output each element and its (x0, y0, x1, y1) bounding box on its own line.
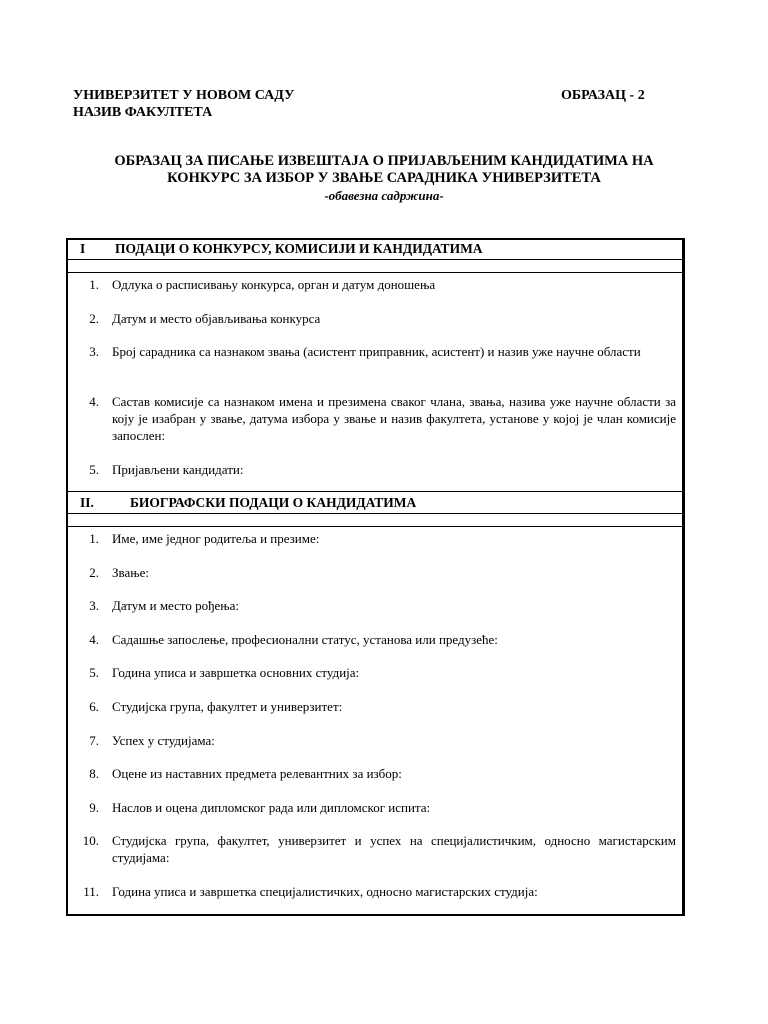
item-number: 2. (89, 311, 99, 326)
item-number: 6. (89, 699, 99, 714)
item-number: 3. (89, 344, 99, 359)
item-text: Звање: (112, 565, 150, 580)
section-1-item-3 (72, 343, 676, 377)
section-2-heading: БИОГРАФСКИ ПОДАЦИ О КАНДИДАТИМА (130, 495, 417, 510)
section-1-item-5 (72, 461, 676, 478)
table-right-border (683, 238, 685, 916)
form-code: ОБРАЗАЦ - 2 (561, 88, 645, 103)
item-number: 8. (89, 766, 99, 781)
item-number: 1. (89, 277, 99, 292)
item-number: 10. (82, 833, 99, 848)
item-text: Одлука о расписивању конкурса, орган и датум доношења (112, 277, 436, 292)
item-number: 3. (89, 598, 99, 613)
item-text: Име, име једног родитеља и презиме: (112, 531, 320, 546)
section-2-item-9 (72, 799, 676, 816)
section-1-item-1 (72, 276, 676, 293)
item-number: 4. (89, 394, 99, 409)
university-name: УНИВЕРЗИТЕТ У НОВОМ САДУ (73, 88, 295, 103)
item-number: 5. (89, 462, 99, 477)
section-2-item-4 (72, 631, 676, 648)
section-2-item-2 (72, 564, 676, 581)
document-title-line2: КОНКУРС ЗА ИЗБОР У ЗВАЊЕ САРАДНИКА УНИВЕРЗИТЕТА (167, 170, 601, 186)
faculty-name: НАЗИВ ФАКУЛТЕТА (73, 105, 213, 120)
section-2-item-6 (72, 698, 676, 715)
section-2-divider-mid (66, 513, 684, 514)
section-2-item-8 (72, 765, 676, 782)
item-text: Оцене из наставних предмета релевантних за избор: (112, 766, 402, 781)
item-text: Година уписа и завршетка основних студија: (112, 665, 360, 680)
item-number: 9. (89, 800, 99, 815)
item-text: Датум и место рођења: (112, 598, 240, 613)
item-number: 11. (83, 884, 99, 899)
item-number: 1. (89, 531, 99, 546)
section-2-item-10 (72, 832, 676, 866)
item-number: 2. (89, 565, 99, 580)
item-text: Успех у студијама: (112, 733, 215, 748)
item-number: 7. (89, 733, 99, 748)
section-1-item-2 (72, 310, 676, 327)
section-1-divider-bottom (66, 272, 684, 273)
document-title-line1: ОБРАЗАЦ ЗА ПИСАЊЕ ИЗВЕШТАЈА О ПРИЈАВЉЕНИМ КАНДИДАТИМА НА (114, 153, 654, 169)
section-2-item-7 (72, 732, 676, 749)
document-subtitle: -обавезна садржина- (324, 188, 444, 203)
section-1-item-4 (72, 393, 676, 444)
item-text: Пријављени кандидати: (112, 462, 244, 477)
item-text: Број сарадника са назнаком звања (асистент приправник, асистент) и назив уже научне области (112, 344, 641, 359)
section-2-divider-bottom (66, 526, 684, 527)
section-2-divider-top (66, 491, 684, 492)
item-text: Састав комисије са назнаком имена и презимена сваког члана, звања, назива уже научне области за коју је изабран у звање, датума избора у звање и назив факултета, установе у којој је члан комисије запослен: (112, 394, 676, 443)
item-number: 4. (89, 632, 99, 647)
section-1-numeral: I (80, 241, 86, 256)
item-text: Студијска група, факултет, универзитет и успех на специјалистичким, односно магистарским студијама: (112, 833, 676, 865)
section-1-heading: ПОДАЦИ О КОНКУРСУ, КОМИСИЈИ И КАНДИДАТИМА (115, 241, 483, 256)
item-text: Датум и место објављивања конкурса (112, 311, 321, 326)
section-2-item-11 (72, 883, 676, 900)
section-2-numeral: II. (80, 495, 94, 510)
section-2-item-3 (72, 597, 676, 614)
item-text: Садашње запослење, професионални статус, установа или предузеће: (112, 632, 498, 647)
item-text: Наслов и оцена дипломског рада или дипломског испита: (112, 800, 431, 815)
item-text: Студијска група, факултет и универзитет: (112, 699, 343, 714)
section-2-item-5 (72, 664, 676, 681)
item-number: 5. (89, 665, 99, 680)
section-1-divider-top (66, 259, 684, 260)
item-text: Година уписа и завршетка специјалистичких, односно магистарских студија: (112, 884, 538, 899)
section-2-item-1 (72, 530, 676, 547)
